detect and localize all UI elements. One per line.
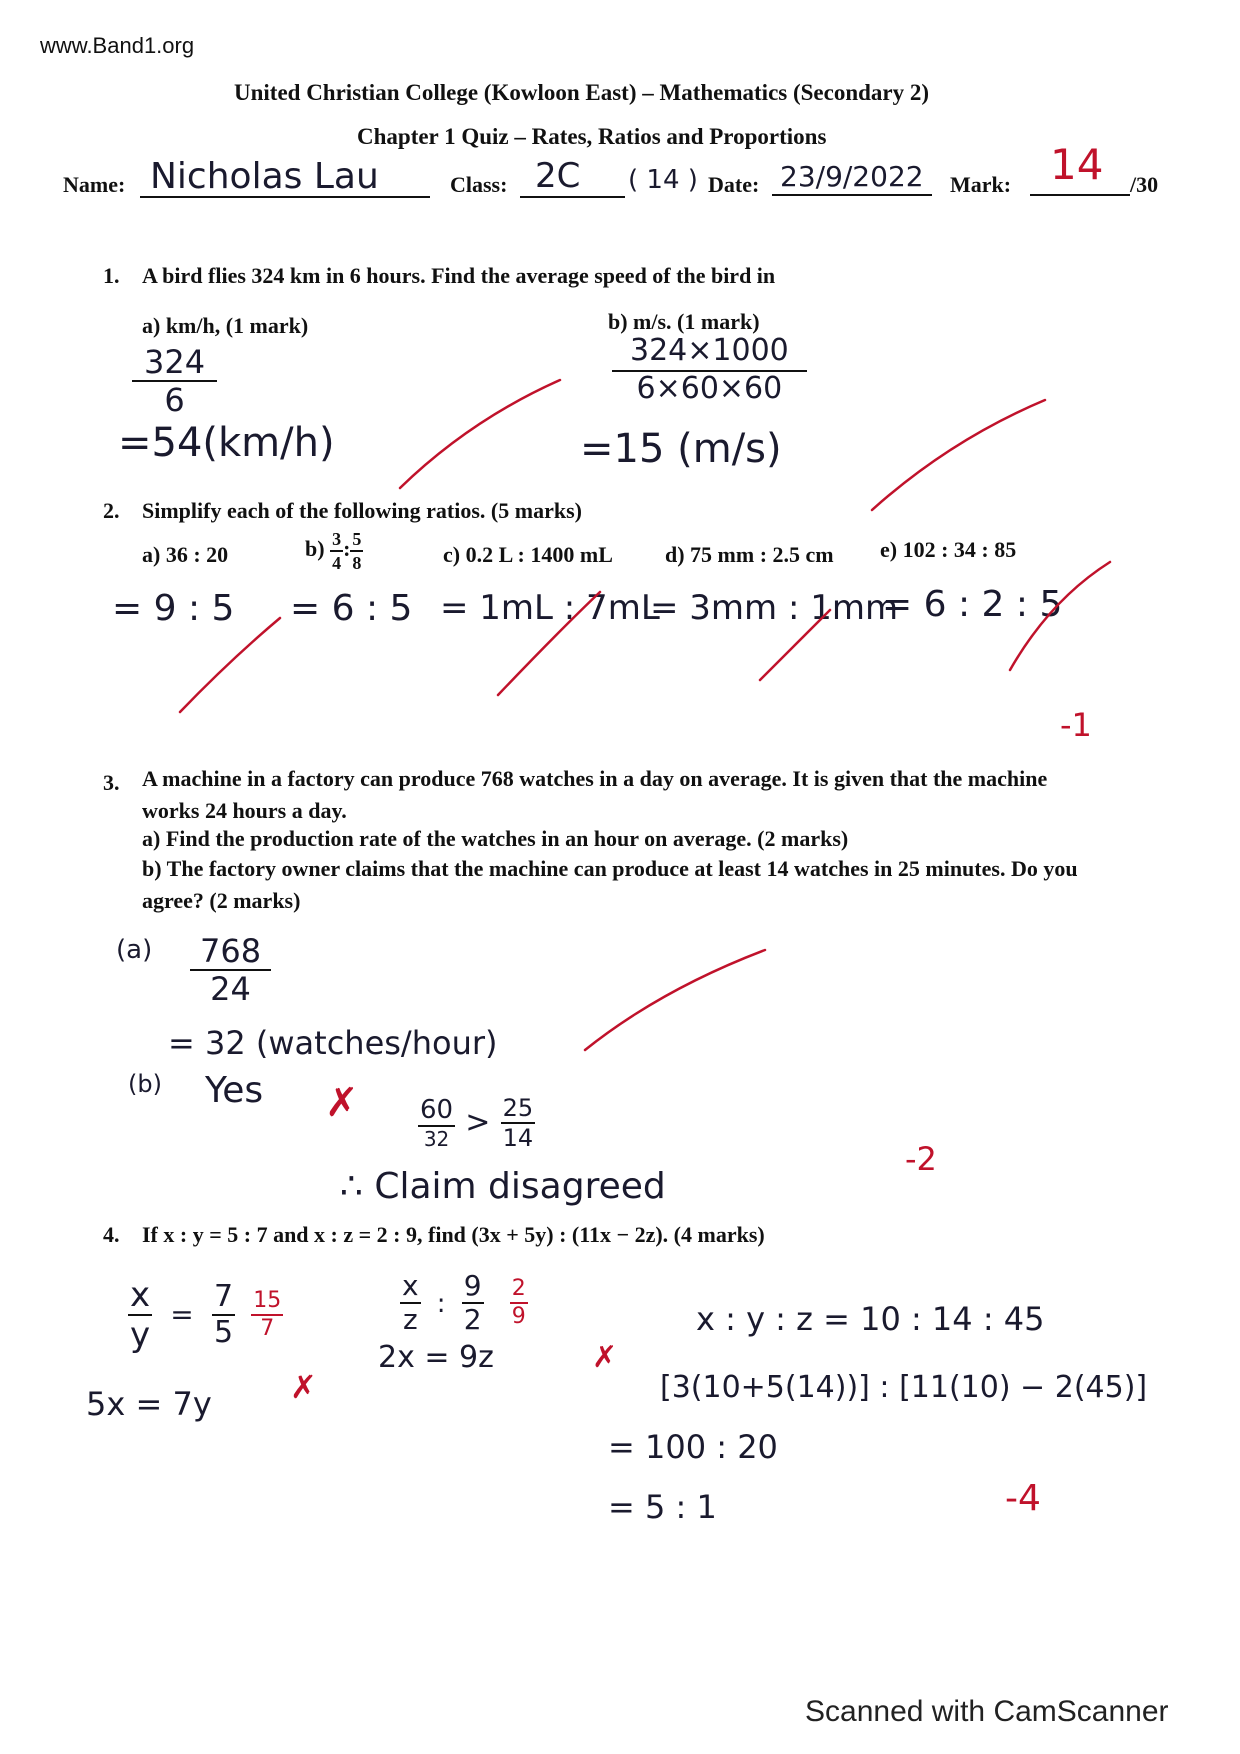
q2-b-answer: = 6 : 5 bbox=[290, 588, 413, 629]
q3-line1: A machine in a factory can produce 768 watches in a day on average. It is given that the machine bbox=[142, 766, 1048, 791]
q1-b-label: b) m/s. (1 mark) bbox=[608, 309, 760, 334]
school-title: United Christian College (Kowloon East) – Mathematics (Secondary 2) bbox=[234, 80, 930, 105]
q2-b-label: b) $\frac{3}{4}$ : $\frac{5}{8}$ bbox=[305, 529, 362, 573]
q3-a-numerator: 768 bbox=[190, 935, 271, 971]
q4-cross-mark-1: ✗ bbox=[290, 1368, 317, 1406]
q4-w1-line2: 5x = 7y bbox=[86, 1385, 212, 1423]
q3-b-gt: > bbox=[465, 1105, 491, 1140]
q4-w3-line4: = 5 : 1 bbox=[608, 1488, 717, 1526]
name-label: Name: bbox=[63, 172, 126, 197]
q4-w1-lhs-num: x bbox=[130, 1275, 151, 1315]
q3-part-b2: agree? (2 marks) bbox=[142, 888, 301, 913]
q4-w2-right-den: 9 bbox=[511, 1304, 526, 1329]
q3-b-frac1-den: 32 bbox=[423, 1127, 450, 1151]
q2-c-answer: = 1mL : 7mL bbox=[440, 588, 660, 628]
q4-w3-line3: = 100 : 20 bbox=[608, 1428, 778, 1466]
q4-deduction: -4 bbox=[1005, 1478, 1041, 1519]
q3-cross-mark: ✗ bbox=[325, 1080, 359, 1126]
q2-b-frac1-num: 3 bbox=[330, 530, 343, 552]
q1-text: A bird flies 324 km in 6 hours. Find the average speed of the bird in bbox=[142, 263, 776, 288]
q2-c-label: c) 0.2 L : 1400 mL bbox=[443, 542, 613, 567]
q4-w2-lhs-den: z bbox=[402, 1303, 418, 1336]
q1-a-result: =54(km/h) bbox=[118, 420, 335, 466]
q4-w2-mid-num: 9 bbox=[463, 1269, 482, 1302]
q4-w2-right-num: 2 bbox=[510, 1278, 528, 1304]
q2-b-frac2-num: 5 bbox=[350, 530, 363, 552]
date-label: Date: bbox=[708, 172, 760, 197]
class-number: ( 14 ) bbox=[628, 165, 698, 195]
q3-line2: works 24 hours a day. bbox=[142, 798, 347, 823]
q3-number: 3. bbox=[103, 770, 120, 795]
q2-text: Simplify each of the following ratios. (5 marks) bbox=[142, 498, 582, 523]
tick-q1a bbox=[400, 380, 560, 488]
q3-part-b1: b) The factory owner claims that the machine can produce at least 14 watches in 25 minutes. Do you bbox=[142, 856, 1078, 881]
q1-a-denominator: 6 bbox=[164, 381, 185, 419]
q3-b-conclusion: ∴ Claim disagreed bbox=[340, 1166, 666, 1207]
q2-a-answer: = 9 : 5 bbox=[112, 588, 235, 629]
q2-d-label: d) 75 mm : 2.5 cm bbox=[665, 542, 834, 567]
mark-total: /30 bbox=[1130, 172, 1159, 197]
tick-q2d bbox=[760, 610, 830, 680]
class-value: 2C bbox=[535, 156, 581, 196]
q2-b-prefix: b) bbox=[305, 536, 325, 562]
q4-text: If x : y = 5 : 7 and x : z = 2 : 9, find (3x + 5y) : (11x − 2z). (4 marks) bbox=[142, 1222, 765, 1247]
q3-deduction: -2 bbox=[905, 1140, 937, 1178]
tick-q2c bbox=[498, 592, 600, 695]
q4-w1-mid-den: 5 bbox=[213, 1315, 234, 1350]
q2-deduction: -1 bbox=[1060, 706, 1092, 744]
q2-d-answer: = 3mm : 1mm bbox=[650, 588, 899, 628]
q4-w1-lhs-den: y bbox=[130, 1315, 151, 1355]
q1-a-label: a) km/h, (1 mark) bbox=[142, 313, 309, 338]
q4-w2-line2: 2x = 9z bbox=[378, 1340, 494, 1375]
q1-number: 1. bbox=[103, 263, 120, 288]
tick-q1b bbox=[872, 400, 1045, 510]
q4-w1-mid-num: 7 bbox=[213, 1279, 234, 1314]
q2-e-label: e) 102 : 34 : 85 bbox=[880, 537, 1017, 562]
tick-q3a bbox=[585, 950, 765, 1050]
q4-w2-mid-den: 2 bbox=[463, 1303, 482, 1336]
q4-number: 4. bbox=[103, 1222, 120, 1247]
q1-b-denominator: 6×60×60 bbox=[636, 371, 783, 406]
q4-w2-lhs-num: x bbox=[402, 1269, 419, 1302]
tick-q2e bbox=[1010, 562, 1110, 670]
q3-b-frac1-num: 60 bbox=[420, 1095, 454, 1125]
q1-b-result: =15 (m/s) bbox=[580, 426, 782, 472]
q4-cross-mark-2: ✗ bbox=[592, 1340, 618, 1375]
q4-w1-right-num: 15 bbox=[251, 1290, 283, 1316]
q2-b-frac2-den: 8 bbox=[352, 553, 362, 573]
class-label: Class: bbox=[450, 172, 508, 197]
q3-a-result: = 32 (watches/hour) bbox=[168, 1024, 498, 1062]
camscanner-watermark: Scanned with CamScanner bbox=[805, 1695, 1169, 1728]
q4-w2-colon: : bbox=[436, 1289, 446, 1319]
mark-label: Mark: bbox=[950, 172, 1012, 197]
q3-part-a: a) Find the production rate of the watches in an hour on average. (2 marks) bbox=[142, 826, 849, 851]
tick-minus-q2 bbox=[1065, 675, 1095, 680]
q4-w1-right-den: 7 bbox=[260, 1316, 275, 1341]
date-value: 23/9/2022 bbox=[780, 160, 924, 193]
q4-w3-line2: [3(10+5(14))] : [11(10) − 2(45)] bbox=[660, 1370, 1148, 1405]
q3-b-answer: Yes bbox=[205, 1070, 264, 1111]
q3-a-tag: (a) bbox=[116, 935, 153, 965]
q3-b-frac2-num: 25 bbox=[502, 1094, 534, 1122]
q3-b-frac2-den: 14 bbox=[502, 1124, 534, 1152]
q3-b-tag: (b) bbox=[128, 1070, 162, 1098]
quiz-title: Chapter 1 Quiz – Rates, Ratios and Proportions bbox=[357, 124, 827, 149]
q2-a-label: a) 36 : 20 bbox=[142, 542, 229, 567]
website-label: www.Band1.org bbox=[40, 33, 195, 58]
q2-number: 2. bbox=[103, 498, 120, 523]
q4-w1-eq: = bbox=[170, 1298, 194, 1331]
q4-w3-line1: x : y : z = 10 : 14 : 45 bbox=[696, 1300, 1045, 1338]
mark-value: 14 bbox=[1050, 140, 1104, 189]
q1-a-numerator: 324 bbox=[132, 346, 217, 382]
q1-b-numerator: 324×1000 bbox=[612, 336, 807, 372]
name-value: Nicholas Lau bbox=[150, 156, 379, 197]
tick-q2a bbox=[180, 618, 280, 712]
q3-a-denominator: 24 bbox=[210, 970, 251, 1008]
q2-b-frac1-den: 4 bbox=[332, 553, 342, 573]
q2-e-answer: = 6 : 2 : 5 bbox=[882, 584, 1063, 625]
